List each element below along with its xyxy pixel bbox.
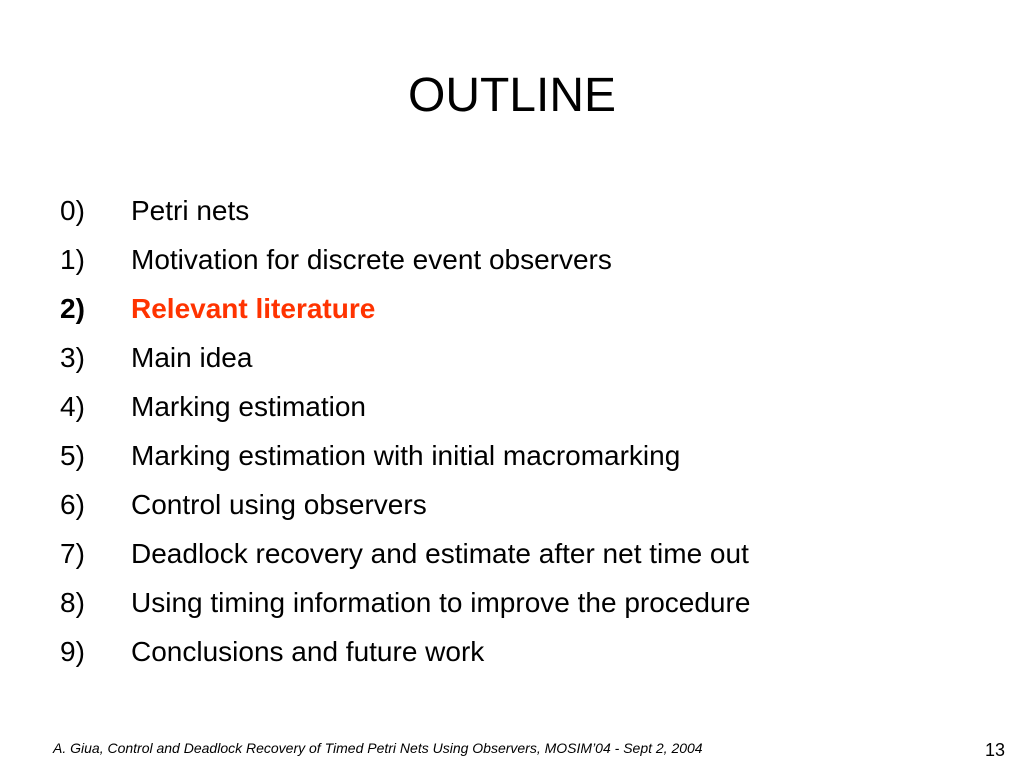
outline-item-number: 3) [60, 341, 85, 373]
page-number: 13 [984, 740, 1005, 760]
outline-item-text: Relevant literature [131, 292, 376, 324]
outline-item-text: Using timing information to improve the procedure [131, 586, 751, 618]
outline-item-8 [60, 578, 980, 627]
outline-item-text: Conclusions and future work [131, 635, 485, 667]
footer-citation: A. Giua, Control and Deadlock Recovery of Timed Petri Nets Using Observers, MOSIM’04 - Sept 2, 2004 [53, 740, 703, 756]
outline-item-number: 5) [60, 439, 85, 471]
outline-item-number: 6) [60, 488, 85, 520]
outline-item-number: 8) [60, 586, 85, 618]
outline-item-number: 7) [60, 537, 85, 569]
outline-item-7 [60, 529, 980, 578]
outline-item-text: Main idea [131, 341, 253, 373]
outline-item-2-current [60, 284, 980, 333]
outline-item-number: 9) [60, 635, 85, 667]
outline-item-number: 2) [60, 292, 85, 324]
outline-item-0 [60, 186, 980, 235]
outline-item-4 [60, 382, 980, 431]
outline-item-number: 1) [60, 243, 85, 275]
outline-item-number: 4) [60, 390, 85, 422]
outline-item-9 [60, 627, 980, 676]
outline-item-text: Marking estimation with initial macromarking [131, 439, 681, 471]
outline-item-6 [60, 480, 980, 529]
outline-list [60, 186, 980, 676]
outline-item-text: Petri nets [131, 194, 250, 226]
outline-item-text: Marking estimation [131, 390, 366, 422]
outline-item-1 [60, 235, 980, 284]
outline-item-text: Deadlock recovery and estimate after net time out [131, 537, 749, 569]
slide-title: OUTLINE [407, 69, 617, 122]
outline-item-5 [60, 431, 980, 480]
outline-item-number: 0) [60, 194, 85, 226]
outline-item-3 [60, 333, 980, 382]
outline-item-text: Control using observers [131, 488, 427, 520]
outline-item-text: Motivation for discrete event observers [131, 243, 612, 275]
